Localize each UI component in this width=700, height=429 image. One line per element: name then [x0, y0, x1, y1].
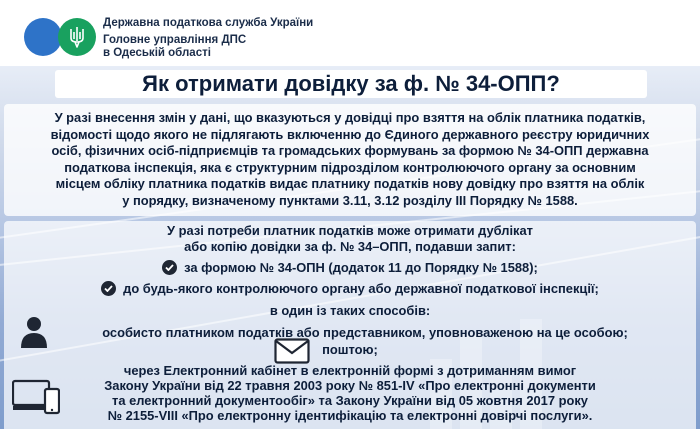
organization-name — [103, 17, 313, 60]
org-line-1: Державна податкова служба України — [103, 17, 314, 29]
method-3-line: № 2155-VIII «Про електронну ідентифікацію та електронні довірчі послуги». — [107, 408, 593, 423]
intro-line: відомості щодо якого не підлягають включенню до Єдиного державного реєстру юридичних — [50, 126, 650, 142]
method-3-line: та електронний документообіг» та Закону України від 05 жовтня 2017 року — [112, 393, 588, 408]
intro-line: місцем обліку платника податків видає платнику податків нову довідку про взяття на облік — [55, 176, 645, 192]
org-line-3: в Одеській області — [103, 47, 211, 59]
methods-heading: в один із таких способів: — [269, 303, 431, 318]
intro-line: податкова інспекція, яка є структурним підрозділом контролюючого органу за основним — [64, 159, 636, 175]
intro-line: осіб, фізичних осіб-підприємців та громадських формувань за формою № 34-ОПП державна — [51, 143, 649, 159]
option-item — [4, 281, 696, 297]
check-circle-icon — [162, 260, 177, 275]
option-2-text: до будь-якого контролюючого органу або державної податкової інспекції; — [123, 281, 599, 296]
blue-circle-logo — [24, 18, 62, 56]
method-3-line: через Електронний кабінет в електронній формі з дотриманням вимог — [123, 363, 577, 378]
intro-line: У разі внесення змін у дані, що вказуються у довідці про взяття на облік платника податків, — [54, 110, 646, 125]
method-2-text: поштою; — [322, 342, 378, 357]
method-1-text: особисто платником податків або представником, уповноваженою на це особою; — [102, 325, 628, 340]
option-1-text: за формою № 34-ОПН (додаток 11 до Порядку № 1588); — [184, 260, 538, 275]
option-item — [4, 260, 696, 276]
request-heading-2: або копію довідки за ф. № 34–ОПП, подавши запит: — [184, 239, 516, 254]
request-panel — [4, 221, 696, 429]
header — [0, 0, 700, 66]
request-heading-1: У разі потреби платник податків може отримати дублікат — [167, 223, 533, 238]
org-line-2: Головне управління ДПС — [103, 34, 247, 46]
intro-panel — [4, 104, 696, 216]
method-3-line: Закону України від 22 травня 2003 року № 851-IV «Про електронні документи — [104, 378, 596, 393]
check-circle-icon — [101, 281, 116, 296]
page-title: Як отримати довідку за ф. № 34-ОПП? — [142, 71, 560, 96]
intro-line: у порядку, визначеному пунктами 3.11, 3.12 розділу ІІІ Порядку № 1588. — [122, 192, 578, 208]
trident-logo — [58, 18, 96, 56]
title-banner — [55, 70, 647, 98]
